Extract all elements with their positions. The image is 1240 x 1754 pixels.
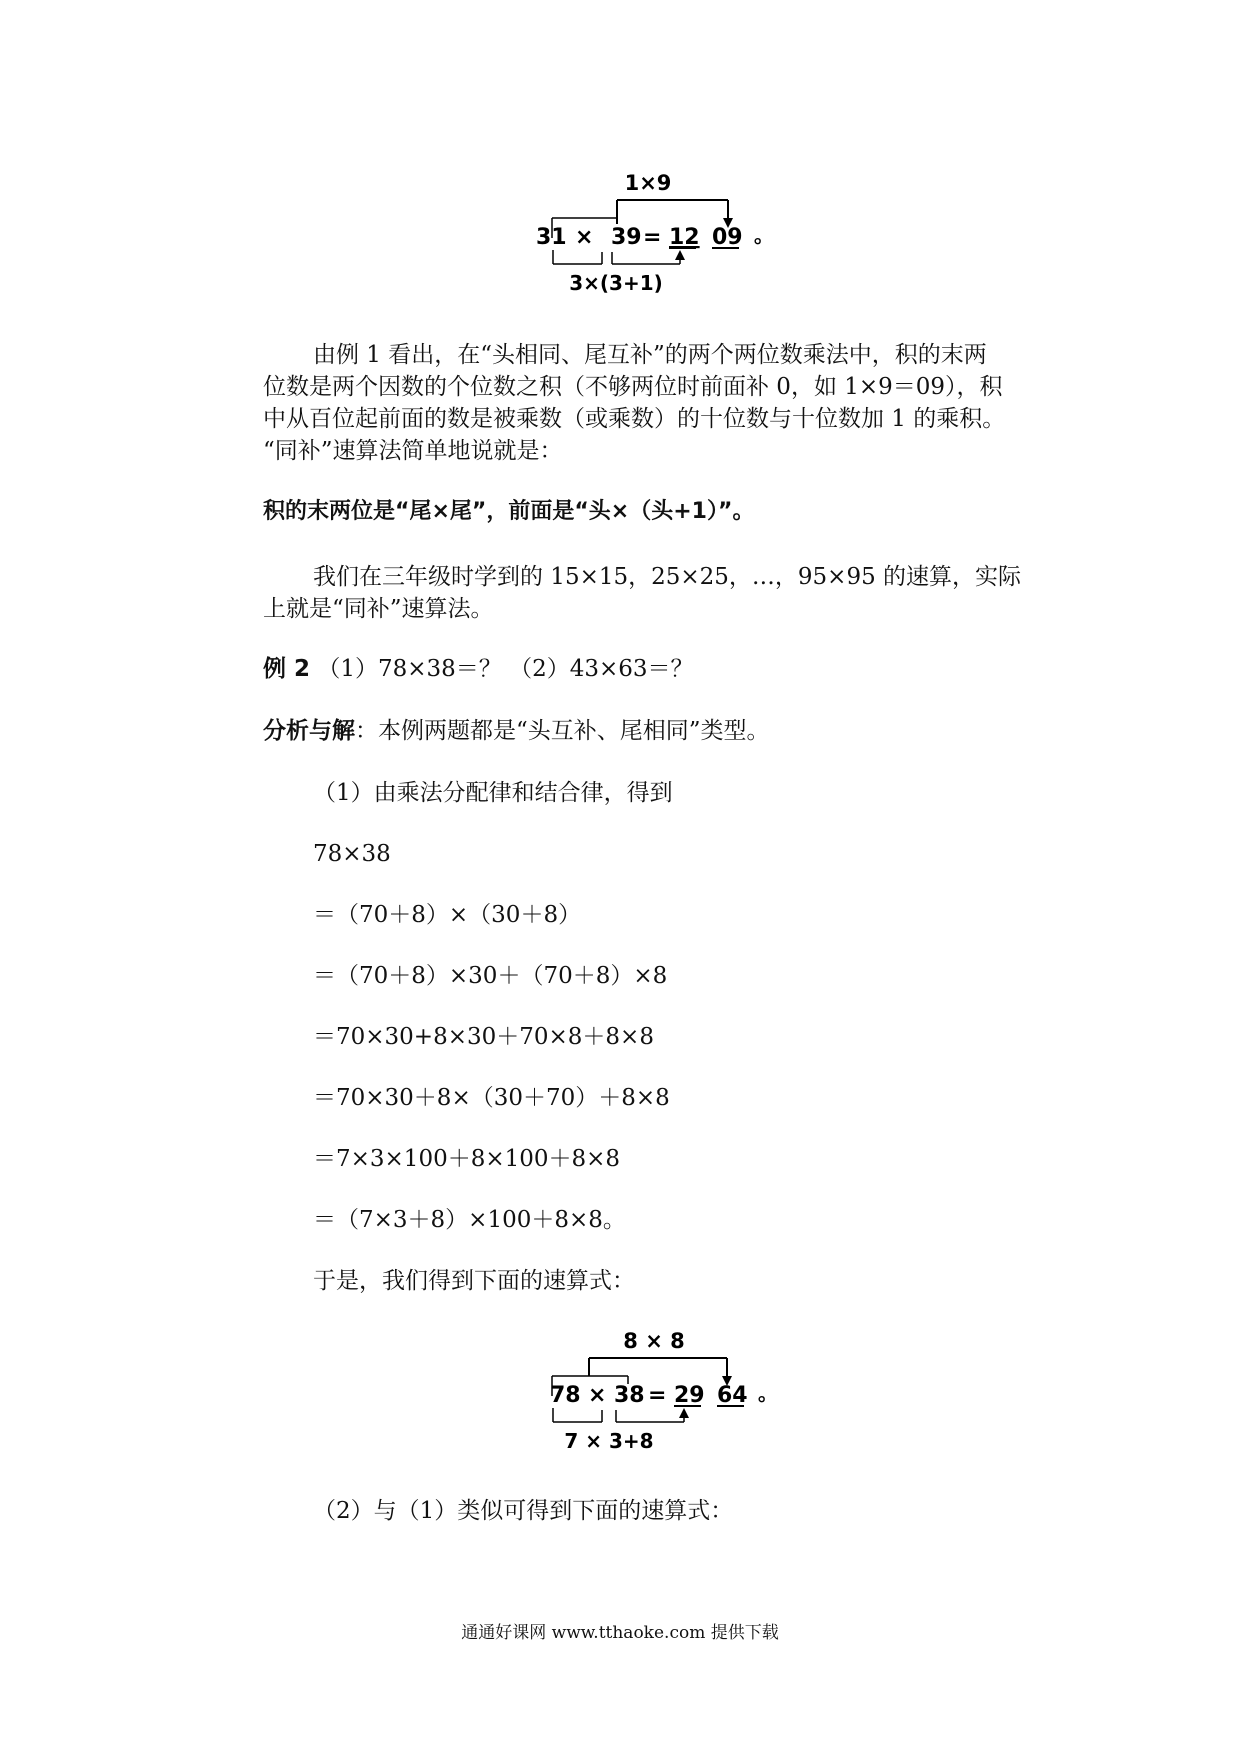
part-1-intro: （1）由乘法分配律和结合律，得到 <box>313 780 673 806</box>
paragraph-1-line-2: 位数是两个因数的个位数之积（不够两位时前面补 0，如 1×9＝09），积 <box>263 374 1003 400</box>
diagram-1-top-label: 1×9 <box>624 171 672 195</box>
part-2-intro: （2）与（1）类似可得到下面的速算式： <box>313 1498 734 1524</box>
derivation-step-4: ＝70×30+8×30＋70×8＋8×8 <box>313 1024 654 1050</box>
example-2-label: 例 2 <box>263 656 311 682</box>
diagram-1-result-tail: 09 <box>712 225 743 250</box>
diagram-2-svg <box>544 1326 784 1456</box>
paragraph-1-line-1: 由例 1 看出，在“头相同、尾互补”的两个两位数乘法中，积的末两 <box>313 342 987 368</box>
diagram-1-equals: = <box>643 225 662 250</box>
paragraph-1-line-3: 中从百位起前面的数是被乘数（或乘数）的十位数与十位数加 1 的乘积。 <box>263 406 1006 432</box>
paragraph-2-line-1: 我们在三年级时学到的 15×15，25×25，…，95×95 的速算，实际 <box>313 564 1022 590</box>
derivation-step-7: ＝（7×3＋8）×100＋8×8。 <box>313 1207 626 1233</box>
derivation-step-3: ＝（70＋8）×30＋（70＋8）×8 <box>313 963 668 989</box>
diagram-1-bottom-label: 3×(3+1) <box>569 271 663 295</box>
conclusion: 于是，我们得到下面的速算式： <box>313 1268 635 1294</box>
diagram-1-period: 。 <box>754 223 774 247</box>
speed-calc-diagram-1 <box>530 168 774 298</box>
derivation-step-6: ＝7×3×100＋8×100＋8×8 <box>313 1146 621 1172</box>
analysis-text: ：本例两题都是“头互补、尾相同”类型。 <box>355 718 770 744</box>
diagram-1-svg <box>530 168 774 298</box>
diagram-2-period: 。 <box>758 1381 778 1405</box>
diagram-2-bottom-label: 7 × 3+8 <box>564 1429 654 1453</box>
speed-calc-diagram-2 <box>544 1326 784 1456</box>
diagram-2-up-arrow-icon <box>679 1408 689 1418</box>
derivation-step-5: ＝70×30＋8×（30＋70）＋8×8 <box>313 1085 670 1111</box>
paragraph-2-line-2: 上就是“同补”速算法。 <box>263 596 494 622</box>
diagram-2-lhs-a: 78 <box>550 1383 581 1408</box>
diagram-2-lhs-b: 38 <box>614 1383 645 1408</box>
page-footer: 通通好课网 www.tthaoke.com 提供下载 <box>461 1623 779 1643</box>
paragraph-1-line-4: “同补”速算法简单地说就是： <box>263 438 563 464</box>
diagram-1-up-arrow-icon <box>675 250 685 260</box>
example-2-text: （1）78×38＝？ （2）43×63＝？ <box>317 656 694 682</box>
derivation-step-2: ＝（70＋8）×（30＋8） <box>313 902 582 928</box>
diagram-1-result-head: 12 <box>669 225 700 250</box>
diagram-2-top-label: 8 × 8 <box>623 1329 685 1353</box>
diagram-2-result-tail: 64 <box>717 1383 748 1408</box>
diagram-2-result-head: 29 <box>674 1383 705 1408</box>
example-2 <box>263 653 694 685</box>
rule-statement: 积的末两位是“尾×尾”，前面是“头×（头+1）”。 <box>263 499 755 524</box>
analysis <box>263 715 770 747</box>
analysis-label: 分析与解 <box>263 718 355 744</box>
derivation-step-1: 78×38 <box>313 841 391 867</box>
diagram-1-times: × <box>575 225 594 250</box>
diagram-2-times: × <box>588 1383 607 1408</box>
diagram-1-lhs-b: 39 <box>611 225 642 250</box>
diagram-1-lhs-a: 31 <box>536 225 567 250</box>
diagram-2-equals: = <box>648 1383 667 1408</box>
